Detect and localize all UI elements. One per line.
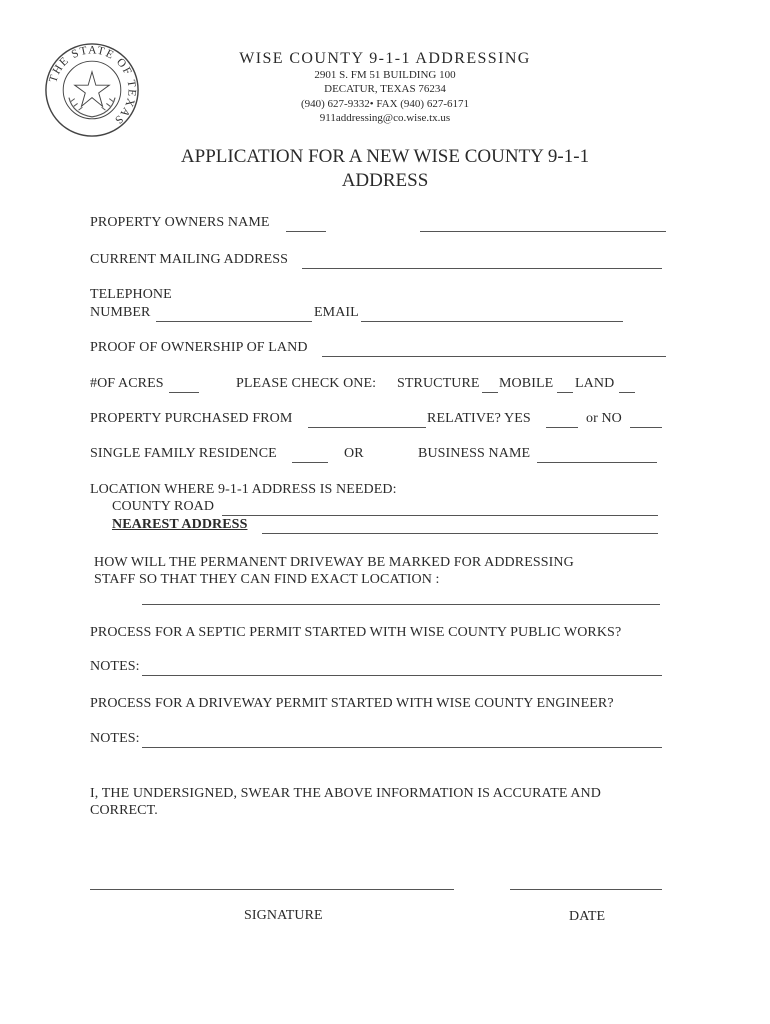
land-checkbox[interactable] [619,392,635,393]
purchased-from-field[interactable] [308,427,426,428]
business-name-field[interactable] [537,462,657,463]
street-address: 2901 S. FM 51 BUILDING 100 [314,69,456,81]
check-one-label: PLEASE CHECK ONE: [236,376,377,391]
city-state-zip: DECATUR, TEXAS 76234 [324,83,446,95]
signature-line[interactable] [90,889,454,890]
owner-name-field-2[interactable] [420,231,666,232]
driveway-marking-field[interactable] [142,604,660,605]
nearest-address-label: NEAREST ADDRESS [112,517,248,532]
number-label: NUMBER [90,305,151,320]
driveway-notes-field[interactable] [142,747,662,748]
business-name-label: BUSINESS NAME [418,446,531,461]
driveway-question-line1: HOW WILL THE PERMANENT DRIVEWAY BE MARKED FOR ADDRESSING [94,555,574,570]
seal-text: THE STATE OF TEXAS [47,44,138,127]
structure-checkbox[interactable] [482,392,498,393]
oath-line1: I, THE UNDERSIGNED, SWEAR THE ABOVE INFORMATION IS ACCURATE AND [90,786,601,801]
acres-label: #OF ACRES [90,376,164,391]
acres-field[interactable] [169,392,199,393]
county-road-field[interactable] [222,515,658,516]
septic-notes-field[interactable] [142,675,662,676]
date-label: DATE [569,909,606,924]
contact-email: 911addressing@co.wise.tx.us [319,112,451,124]
org-name: WISE COUNTY 9-1-1 ADDRESSING [239,50,531,67]
location-label: LOCATION WHERE 9-1-1 ADDRESS IS NEEDED: [90,482,397,497]
owner-name-label: PROPERTY OWNERS NAME [90,215,270,230]
land-label: LAND [575,376,615,391]
proof-of-ownership-field[interactable] [322,356,666,357]
relative-no-label: or NO [586,411,622,426]
purchased-from-label: PROPERTY PURCHASED FROM [90,411,293,426]
driveway-permit-question: PROCESS FOR A DRIVEWAY PERMIT STARTED WITH WISE COUNTY ENGINEER? [90,696,614,711]
septic-notes-label: NOTES: [90,659,140,674]
telephone-label: TELEPHONE [90,287,172,302]
nearest-address-field[interactable] [262,533,658,534]
oath-line2: CORRECT. [90,803,158,818]
relative-yes-label: RELATIVE? YES [427,411,531,426]
date-line[interactable] [510,889,662,890]
form-title-line2: ADDRESS [341,170,429,191]
relative-no-field[interactable] [630,427,662,428]
telephone-number-field[interactable] [156,321,312,322]
email-field[interactable] [361,321,623,322]
signature-label: SIGNATURE [244,908,323,923]
mailing-address-label: CURRENT MAILING ADDRESS [90,252,289,267]
owner-name-field[interactable] [286,231,326,232]
septic-permit-question: PROCESS FOR A SEPTIC PERMIT STARTED WITH WISE COUNTY PUBLIC WORKS? [90,625,622,640]
proof-of-ownership-label: PROOF OF OWNERSHIP OF LAND [90,340,308,355]
driveway-question-line2: STAFF SO THAT THEY CAN FIND EXACT LOCATION : [94,572,440,587]
or-label: OR [344,446,364,461]
relative-yes-field[interactable] [546,427,578,428]
structure-label: STRUCTURE [397,376,480,391]
phone-fax: (940) 627-9332• FAX (940) 627-6171 [300,98,470,110]
mobile-checkbox[interactable] [557,392,573,393]
county-road-label: COUNTY ROAD [112,499,215,514]
driveway-notes-label: NOTES: [90,731,140,746]
email-label: EMAIL [314,305,359,320]
single-family-label: SINGLE FAMILY RESIDENCE [90,446,277,461]
mailing-address-field[interactable] [302,268,662,269]
form-title-line1: APPLICATION FOR A NEW WISE COUNTY 9-1-1 [180,146,590,167]
mobile-label: MOBILE [499,376,554,391]
single-family-field[interactable] [292,462,328,463]
